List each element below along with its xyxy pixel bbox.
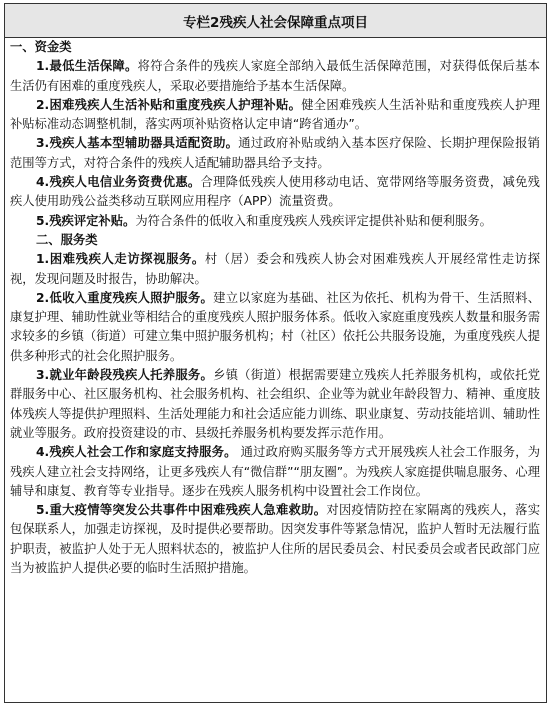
item-title: 1.最低生活保障。 [36,59,138,74]
item-text: 健全困难残疾人生活补贴和重度残疾人护理补贴标准动态调整机制，落实两项补贴资格认定申请“跨省通办”。 [10,97,540,132]
item-title: 5.残疾评定补贴。 [36,213,136,228]
item-title: 3.就业年龄段残疾人托养服务。 [36,368,214,383]
item-text: 将符合条件的残疾人家庭全部纳入最低生活保障范围，对获得低保后基本生活仍有困难的重度残疾人，采取必要措施给予基本生活保障。 [10,59,540,93]
list-item [10,134,540,173]
list-item [10,366,540,443]
item-text: 对因疫情防控在家隔离的残疾人，落实包保联系人，加强走访探视，及时提供必要帮助。因突发事件等紧急情况，监护人暂时无法履行监护职责，被监护人处于无人照料状态的，被监护人住所的居民委员会、村民委员会或者民政部门应当为被监护人提供必要的临时生活照护措施。 [10,503,540,576]
item-title: 4.残疾人电信业务资费优惠。 [36,175,201,190]
list-item [10,96,540,135]
item-text: 合理降低残疾人使用移动电话、宽带网络等服务资费，减免残疾人使用助残公益类移动互联网应用程序（APP）流量资费。 [10,175,540,209]
item-text: 通过政府购买服务等方式开展残疾人社会工作服务，为残疾人建立社会支持网络，让更多残疾人有“微信群”“朋友圈”。为残疾人家庭提供喘息服务、心理辅导和康复、教育等专业指导。逐步在残疾人服务机构中设置社会工作岗位。 [10,445,540,498]
list-item [10,173,540,212]
list-item [10,212,540,231]
item-title: 1.困难残疾人走访探视服务。 [36,252,205,267]
box-title: 专栏2残疾人社会保障重点项目 [5,4,546,38]
item-text: 村（居）委会和残疾人协会对困难残疾人开展经常性走访探视，发现问题及时报告，协助解决。 [10,252,540,286]
item-title: 2.低收入重度残疾人照护服务。 [36,290,214,305]
feature-box [4,3,547,703]
list-item [10,250,540,289]
section-heading-services: 二、服务类 [36,232,98,247]
item-text: 为符合条件的低收入和重度残疾人残疾评定提供补贴和便利服务。 [135,213,492,228]
list-item [10,289,540,366]
item-title: 3.残疾人基本型辅助器具适配资助。 [36,136,239,151]
item-title: 2.困难残疾人生活补贴和重度残疾人护理补贴。 [36,97,302,112]
box-content [10,38,540,578]
list-item [10,57,540,96]
list-item [10,501,540,578]
list-item [10,443,540,501]
item-text: 乡镇（街道）根据需要建立残疾人托养服务机构，或依托党群服务中心、社区服务机构、社会服务机构、社会组织、企业等为就业年龄段智力、精神、重度肢体残疾人等提供护理照料、生活处理能力和社会适应能力训练、职业康复、劳动技能培训、辅助性就业等服务。政府投资建设的市、县级托养服务机构要发挥示范作用。 [10,368,540,440]
item-text: 建立以家庭为基础、社区为依托、机构为骨干、生活照料、康复护理、辅助性就业等相结合的重度残疾人照护服务体系。低收入家庭重度残疾人数量和服务需求较多的乡镇（街道）可建立集中照护服务机构；村（社区）依托公共服务设施，为重度残疾人提供多种形式的社会化照护服务。 [10,290,540,363]
item-text: 通过政府补贴或纳入基本医疗保险、长期护理保险报销范围等方式，对符合条件的残疾人适配辅助器具给予支持。 [10,136,540,170]
section-heading-funding: 一、资金类 [10,40,72,54]
item-title: 4.残疾人社会工作和家庭支持服务。 [36,445,237,460]
item-title: 5.重大疫情等突发公共事件中困难残疾人急难救助。 [36,503,327,518]
